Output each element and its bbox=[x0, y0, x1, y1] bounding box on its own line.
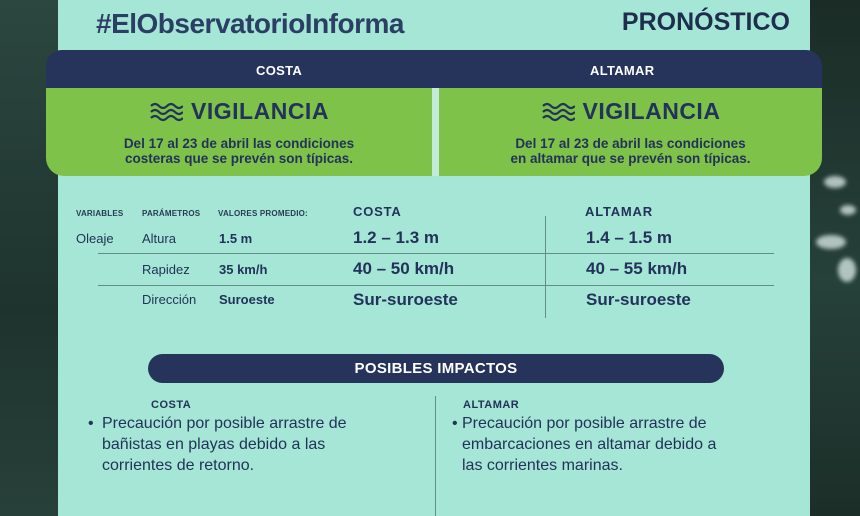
waves-icon bbox=[149, 101, 183, 123]
status-description-line: en altamar que se prevén son típicas. bbox=[510, 151, 751, 166]
costa-altura: 1.2 – 1.3 m bbox=[353, 228, 440, 247]
altamar-altura: 1.4 – 1.5 m bbox=[586, 228, 673, 247]
impact-text-line: Precaución por posible arrastre de bbox=[102, 415, 347, 432]
column-header-costa: COSTA bbox=[353, 204, 402, 219]
param-direccion: Dirección bbox=[142, 292, 197, 307]
impacts-title-bar: POSIBLES IMPACTOS bbox=[148, 354, 724, 383]
status-panel-altamar bbox=[439, 88, 822, 176]
column-header-altamar: ALTAMAR bbox=[585, 204, 653, 219]
avg-altura: 1.5 m bbox=[219, 231, 253, 246]
column-divider bbox=[545, 216, 546, 318]
column-header-promedio: VALORES PROMEDIO: bbox=[218, 209, 308, 218]
avg-direccion: Suroeste bbox=[219, 292, 275, 307]
column-header-variables: VARIABLES bbox=[76, 209, 124, 218]
status-description-altamar bbox=[439, 136, 822, 166]
status-description-line: Del 17 al 23 de abril las condiciones bbox=[515, 136, 746, 151]
status-description-costa bbox=[46, 136, 432, 166]
altamar-rapidez: 40 – 55 km/h bbox=[586, 259, 688, 278]
impact-divider bbox=[435, 396, 436, 516]
impact-item-altamar bbox=[452, 413, 717, 476]
impact-text-line: bañistas en playas debido a las bbox=[102, 436, 326, 453]
impact-label-altamar: ALTAMAR bbox=[463, 399, 520, 411]
panel-divider bbox=[432, 88, 439, 176]
impact-text-line: embarcaciones en altamar debido a bbox=[462, 436, 717, 453]
bullet-mark: • bbox=[452, 415, 458, 432]
status-title-costa: VIGILANCIA bbox=[191, 98, 329, 124]
status-panel-costa bbox=[46, 88, 432, 176]
impact-text-line: corrientes de retorno. bbox=[102, 457, 255, 474]
forecast-label: PRONÓSTICO bbox=[621, 8, 790, 36]
costa-direccion: Sur-suroeste bbox=[353, 290, 458, 309]
impact-label-costa: COSTA bbox=[151, 399, 192, 411]
param-altura: Altura bbox=[142, 231, 176, 246]
status-title-altamar: VIGILANCIA bbox=[582, 98, 721, 124]
bullet-mark: • bbox=[88, 415, 94, 432]
status-description-line: Del 17 al 23 de abril las condiciones bbox=[123, 136, 355, 151]
column-header-parametros: PARÁMETROS bbox=[142, 209, 201, 218]
zone-label-altamar: ALTAMAR bbox=[590, 63, 655, 78]
row-divider bbox=[98, 253, 774, 254]
impact-item-costa bbox=[88, 413, 347, 476]
zones-header-bar bbox=[46, 50, 822, 88]
waves-icon bbox=[541, 101, 575, 123]
variable-oleaje: Oleaje bbox=[76, 231, 114, 246]
impact-text-line: Precaución por posible arrastre de bbox=[462, 415, 707, 432]
forecast-card bbox=[58, 0, 810, 516]
status-description-line: costeras que se prevén son típicas. bbox=[124, 151, 354, 166]
row-divider bbox=[98, 285, 774, 286]
zone-label-costa: COSTA bbox=[256, 63, 303, 78]
impact-text-line: las corrientes marinas. bbox=[462, 457, 623, 474]
altamar-direccion: Sur-suroeste bbox=[586, 290, 691, 309]
param-rapidez: Rapidez bbox=[142, 262, 190, 277]
avg-rapidez: 35 km/h bbox=[219, 262, 268, 277]
hashtag-title: #ElObservatorioInforma bbox=[96, 8, 404, 39]
costa-rapidez: 40 – 50 km/h bbox=[353, 259, 455, 278]
